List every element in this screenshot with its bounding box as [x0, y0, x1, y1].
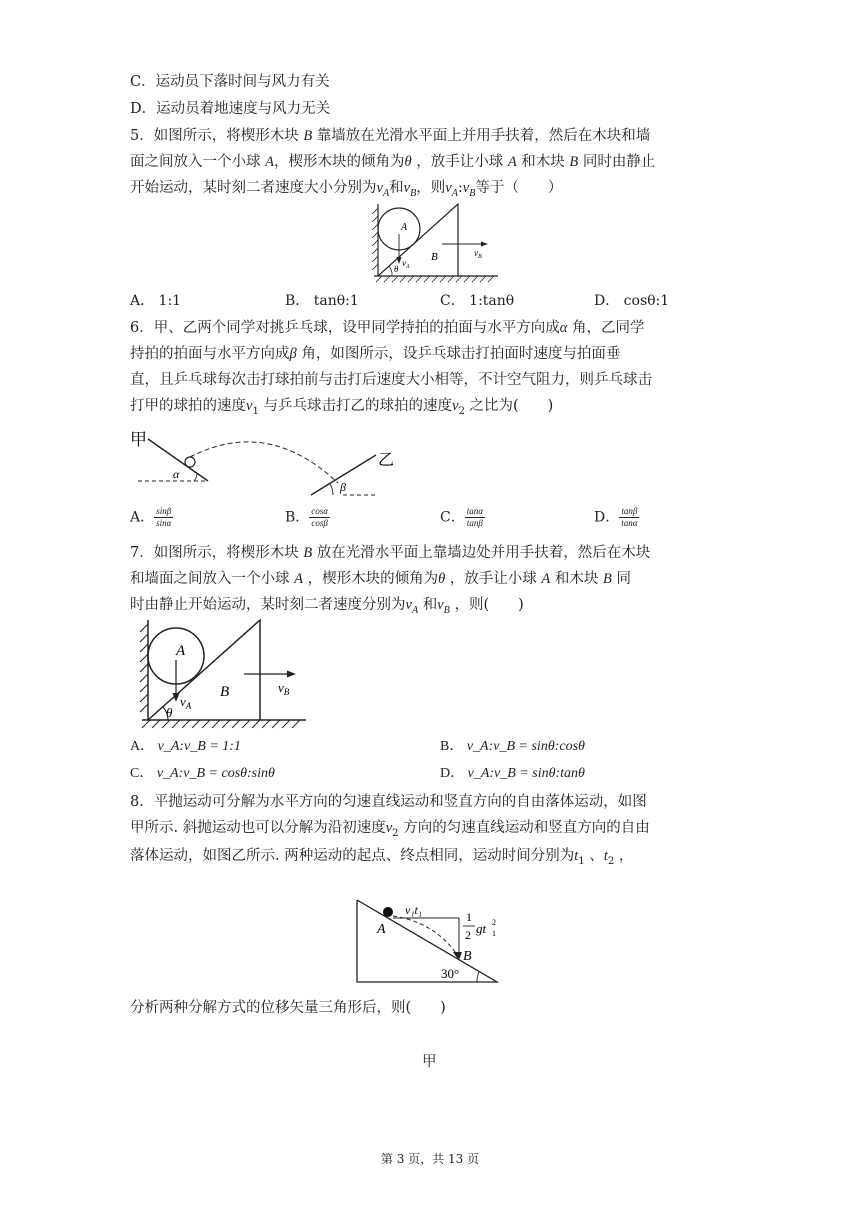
q5-option-c[interactable]: C． 1:tanθ: [440, 293, 515, 309]
q5-option-b[interactable]: B． tanθ:1: [285, 293, 359, 309]
q5-stem-line2: 面之间放入一个小球 A，楔形木块的倾角为θ ，放手让小球 A 和木块 B 同时由静止: [130, 154, 656, 170]
q7-option-a[interactable]: A． v_A:v_B = 1:1: [130, 739, 241, 754]
q5-stem-line1: 5．如图所示，将楔形木块 B 靠墙放在光滑水平面上并用手扶着，然后在木块和墙: [130, 128, 651, 144]
q6-option-c[interactable]: C． $\frac{\tan\alpha}{\tan\beta}$: [440, 506, 483, 528]
svg-text:gt: gt: [476, 921, 487, 936]
svg-text:A: A: [377, 922, 386, 937]
q8-figure-caption: 甲: [422, 1054, 437, 1070]
q7-wedge-figure: [128, 618, 310, 734]
q6-stem-line1: 6．甲、乙两个同学对挑乒乓球，设甲同学持拍的拍面与水平方向成α 角，乙同学: [130, 320, 645, 336]
page-footer: 第 3 页，共 13 页: [380, 1152, 480, 1166]
svg-text:vA: $v_A$: [180, 694, 192, 711]
q7-option-d[interactable]: D． v_A:v_B = sinθ:tanθ: [440, 766, 585, 781]
svg-text:A: A: [401, 222, 408, 233]
svg-text:2: 2: [492, 918, 496, 927]
svg-text:2: 2: [465, 928, 471, 942]
svg-text:vB: $v_B$: [474, 248, 482, 260]
svg-text:B: B: [431, 251, 438, 263]
q8-stem-line1: 8．平抛运动可分解为水平方向的匀速直线运动和竖直方向的自由落体运动，如图: [130, 794, 647, 810]
q8-stem-line4: 分析两种分解方式的位移矢量三角形后，则( ): [130, 1000, 446, 1016]
q7-stem-line2: 和墙面之间放入一个小球 A ，楔形木块的倾角为θ ，放手让小球 A 和木块 B 同: [130, 571, 631, 587]
q8-stem-line2: 甲所示. 斜抛运动也可以分解为沿初速度$v_2$ 方向的匀速直线运动和竖直方向的自由: [130, 820, 650, 839]
svg-text:30°: 30°: [441, 966, 460, 981]
svg-text:A: A: [176, 643, 186, 659]
q5-wedge-figure: [370, 200, 500, 288]
q7-option-b[interactable]: B． v_A:v_B = sinθ:cosθ: [440, 739, 585, 754]
svg-text:θ: θ: [394, 264, 399, 274]
q4-option-d: D．运动员着地速度与风力无关: [130, 101, 331, 117]
svg-text:1: 1: [466, 910, 472, 924]
svg-text:B: B: [463, 949, 472, 964]
q7-stem-line3: 时由静止开始运动，某时刻二者速度分别为$v_A$ 和$v_B$ ，则( ): [130, 597, 524, 616]
svg-text:v₁t₁: v₁t₁: [405, 903, 423, 917]
q6-stem-line4: 打甲的球拍的速度$v_1$ 与乒乓球击打乙的球拍的速度$v_2$ 之比为( ): [130, 398, 554, 417]
svg-text:1: 1: [492, 929, 496, 938]
q6-option-d[interactable]: D． $\frac{\tan\beta}{\tan\alpha}$: [594, 506, 638, 528]
q8-stem-line3: 落体运动，如图乙所示. 两种运动的起点、终点相同，运动时间分别为$t_1$ 、$t_2$ ，: [130, 848, 634, 867]
q5-option-d[interactable]: D． cosθ:1: [594, 293, 670, 309]
q6-option-b[interactable]: B． $\frac{\cos\alpha}{\cos\beta}$: [285, 506, 329, 528]
svg-text:θ: θ: [166, 705, 173, 720]
q6-stem-line3: 直，且乒乓球每次击打球拍前与击打后速度大小相等，不计空气阻力，则乒乓球击: [130, 372, 652, 388]
q4-option-c: C．运动员下落时间与风力有关: [130, 74, 330, 90]
q5-option-a[interactable]: A． 1:1: [130, 293, 182, 309]
q8-projectile-figure: [355, 898, 503, 986]
svg-text:vB: $v_B$: [278, 680, 290, 697]
q5-stem-line3: 开始运动，某时刻二者速度大小分别为$v_A$和$v_B$，则$v_A:v_B$等于（ ）: [130, 180, 563, 199]
q6-option-a[interactable]: A． $\frac{\sin\beta}{\sin\alpha}$: [130, 506, 172, 528]
q7-option-c[interactable]: C． v_A:v_B = cosθ:sinθ: [130, 766, 275, 781]
svg-text:β: β: [340, 480, 346, 494]
svg-text:乙: 乙: [378, 450, 395, 469]
svg-text:B: B: [220, 684, 230, 700]
q6-pingpong-figure: [128, 425, 408, 503]
svg-text:甲: 甲: [130, 430, 147, 450]
svg-text:α: α: [173, 467, 180, 481]
svg-text:vA: $v_A$: [402, 258, 410, 270]
q6-stem-line2: 持拍的拍面与水平方向成β 角，如图所示，设乒乓球击打拍面时速度与拍面垂: [130, 346, 621, 362]
q7-stem-line1: 7．如图所示，将楔形木块 B 放在光滑水平面上靠墙边处并用手扶着，然后在木块: [130, 545, 651, 561]
